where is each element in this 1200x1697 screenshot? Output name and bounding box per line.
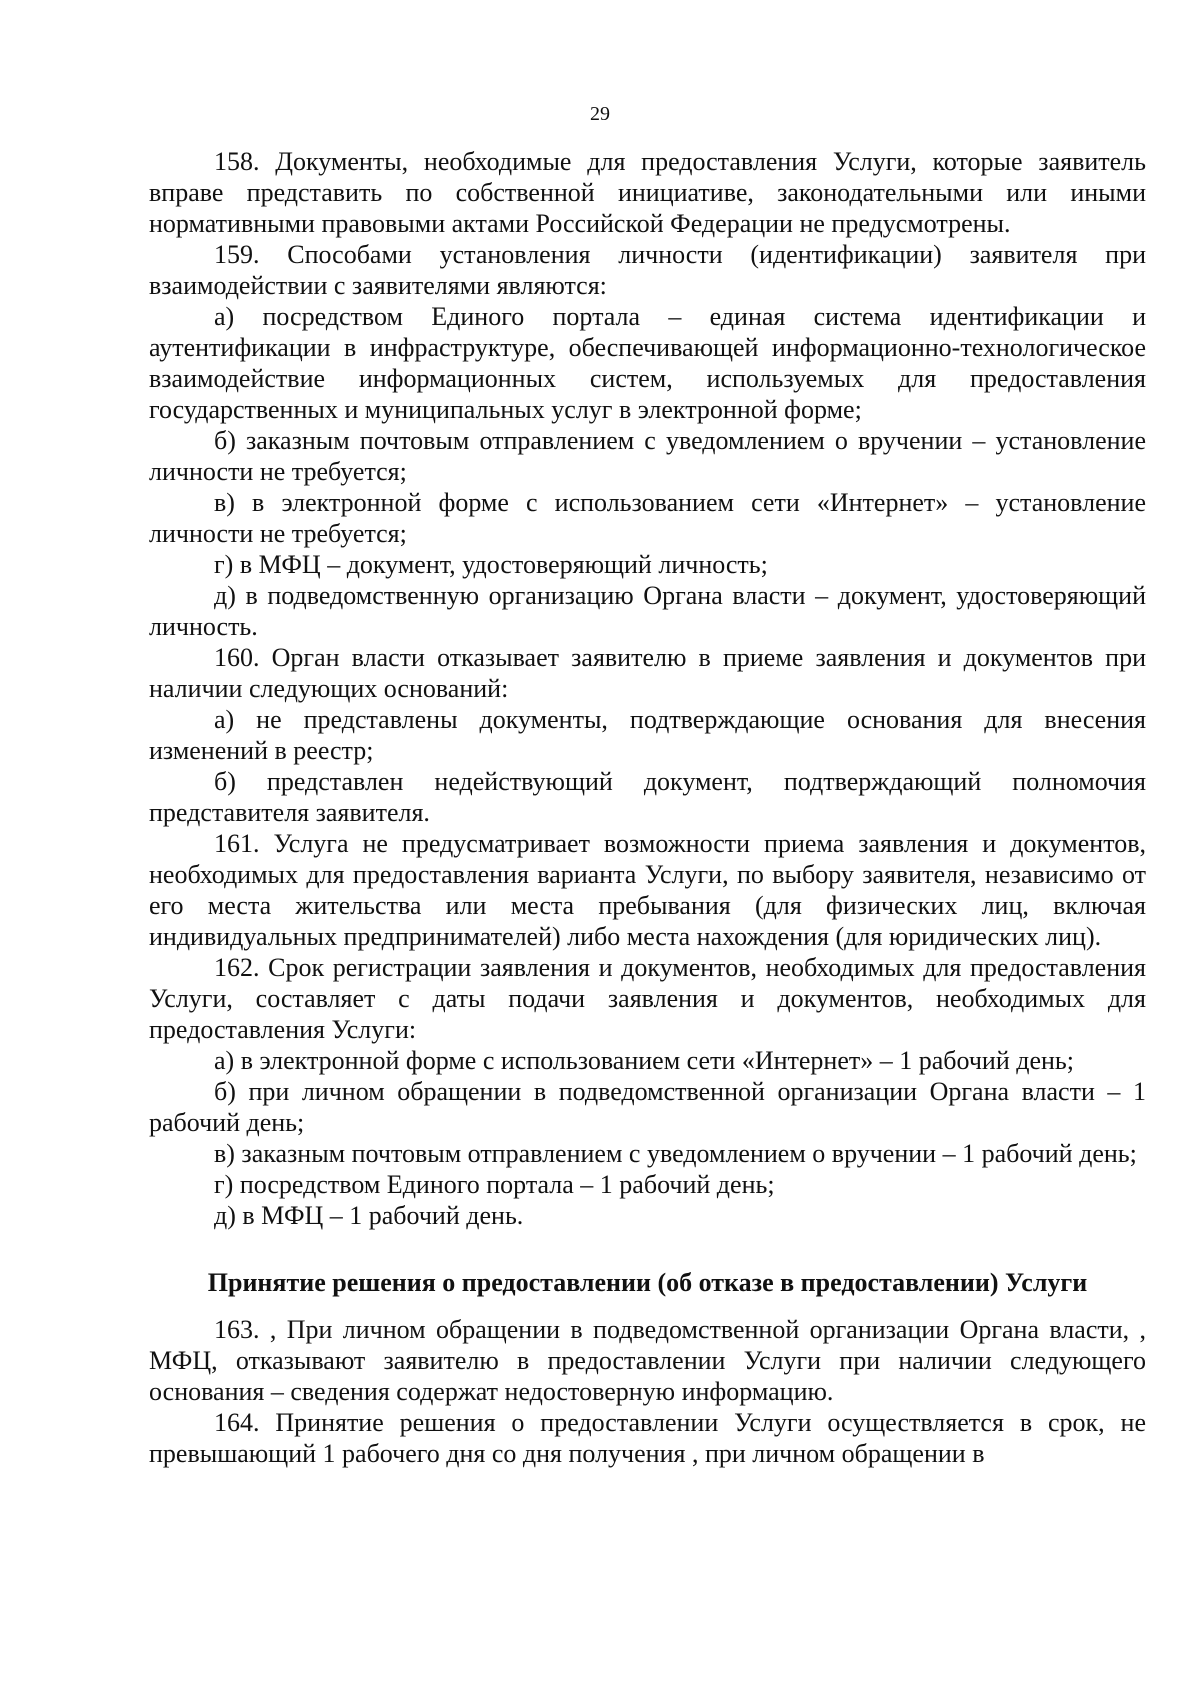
paragraph-162-a: а) в электронной форме с использованием сети «Интернет» – 1 рабочий день;: [214, 1046, 1074, 1075]
paragraph-160: 160. Орган власти отказывает заявителю в приеме заявления и документов при наличии следующих оснований:: [149, 643, 1146, 703]
page-number: 29: [590, 103, 610, 125]
paragraph-159-d: д) в подведомственную организацию Органа власти – документ, удостоверяющий личность.: [149, 581, 1146, 641]
paragraph-162: 162. Срок регистрации заявления и документов, необходимых для предоставления Услуги, составляет с даты подачи заявления и документов, необходимых для предоставления Услуги:: [149, 953, 1146, 1044]
paragraph-159: 159. Способами установления личности (идентификации) заявителя при взаимодействии с заявителями являются:: [149, 240, 1146, 300]
paragraph-159-g: г) в МФЦ – документ, удостоверяющий личность;: [214, 550, 768, 579]
section-heading: Принятие решения о предоставлении (об отказе в предоставлении) Услуги: [207, 1268, 1088, 1297]
paragraph-164: 164. Принятие решения о предоставлении Услуги осуществляется в срок, не превышающий 1 рабочего дня со дня получения , при личном обращении в: [149, 1408, 1146, 1468]
paragraph-160-b: б) представлен недействующий документ, подтверждающий полномочия представителя заявителя.: [149, 767, 1146, 827]
paragraph-160-a: а) не представлены документы, подтверждающие основания для внесения изменений в реестр;: [149, 705, 1146, 765]
paragraph-161: 161. Услуга не предусматривает возможности приема заявления и документов, необходимых для предоставления варианта Услуги, по выбору заявителя, независимо от его места жительства или места пребывания (для физических лиц, включая индивидуальных предпринимателей) либо места нахождения (для юридических лиц).: [149, 829, 1146, 951]
paragraph-159-v: в) в электронной форме с использованием сети «Интернет» – установление личности не требуется;: [149, 488, 1146, 548]
document-body: [149, 146, 1146, 1469]
paragraph-159-a: а) посредством Единого портала – единая система идентификации и аутентификации в инфраструктуре, обеспечивающей информационно-технологическое взаимодействие информационных систем, используемых для предоставления государственных и муниципальных услуг в электронной форме;: [149, 302, 1146, 424]
paragraph-158: 158. Документы, необходимые для предоставления Услуги, которые заявитель вправе представить по собственной инициативе, законодательными или иными нормативными правовыми актами Российской Федерации не предусмотрены.: [149, 147, 1146, 238]
paragraph-159-b: б) заказным почтовым отправлением с уведомлением о вручении – установление личности не требуется;: [149, 426, 1146, 486]
paragraph-162-d: д) в МФЦ – 1 рабочий день.: [214, 1201, 524, 1230]
paragraph-162-b: б) при личном обращении в подведомственной организации Органа власти – 1 рабочий день;: [149, 1077, 1146, 1137]
paragraph-162-g: г) посредством Единого портала – 1 рабочий день;: [214, 1170, 775, 1199]
paragraph-163: 163. , При личном обращении в подведомственной организации Органа власти, , МФЦ, отказывают заявителю в предоставлении Услуги при наличии следующего основания – сведения содержат недостоверную информацию.: [149, 1315, 1146, 1406]
paragraph-162-v: в) заказным почтовым отправлением с уведомлением о вручении – 1 рабочий день;: [214, 1139, 1137, 1168]
